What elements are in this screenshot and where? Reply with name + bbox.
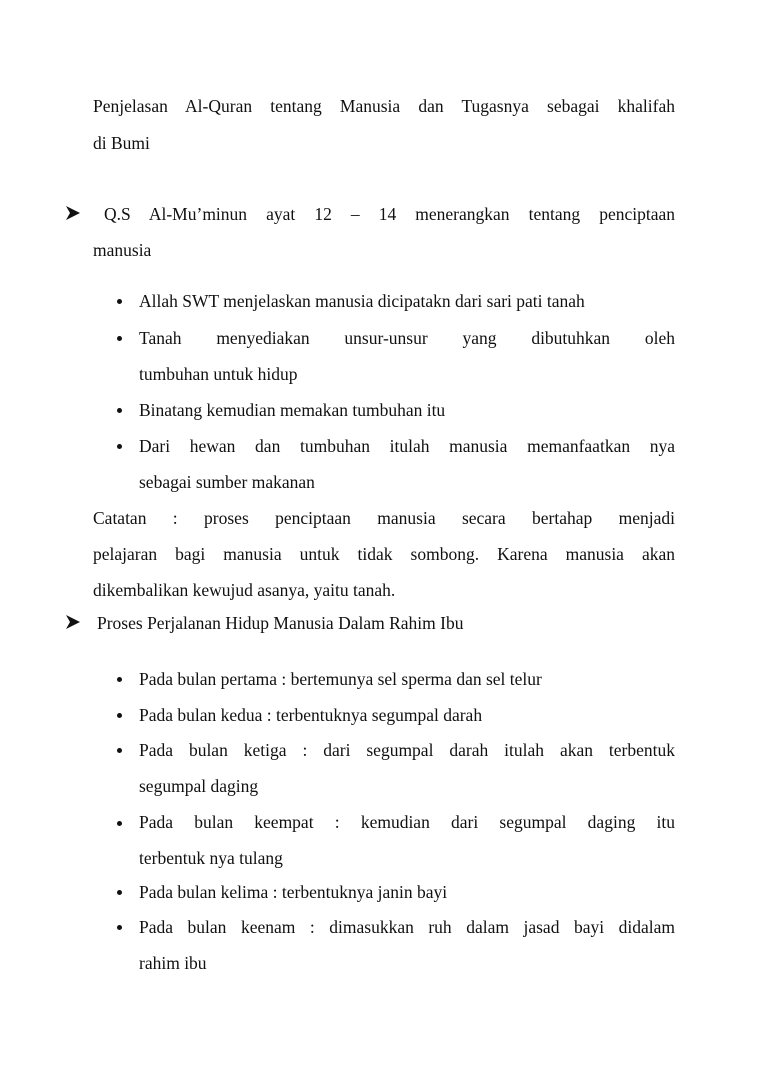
- bullet-dot: [117, 299, 122, 304]
- bullet-dot: [117, 336, 122, 341]
- section-2-bullet-6-line-2: rahim ibu: [139, 953, 207, 973]
- section-2-bullet-2: Pada bulan kedua : terbentuknya segumpal darah: [139, 705, 483, 725]
- note-line-1: Catatan : proses penciptaan manusia secara bertahap menjadi: [93, 508, 675, 528]
- bullet-dot: [117, 408, 122, 413]
- bullet-dot: [117, 713, 122, 718]
- section-1-bullet-2-line-1: Tanah menyediakan unsur-unsur yang dibutuhkan oleh: [139, 328, 675, 348]
- section-2-bullet-1: Pada bulan pertama : bertemunya sel sperma dan sel telur: [139, 669, 542, 689]
- section-1-bullet-1: Allah SWT menjelaskan manusia dicipatakn dari sari pati tanah: [139, 291, 585, 311]
- section-1-bullet-4-line-1: Dari hewan dan tumbuhan itulah manusia memanfaatkan nya: [139, 436, 675, 456]
- section-1-bullet-3: Binatang kemudian memakan tumbuhan itu: [139, 400, 446, 420]
- bullet-dot: [117, 444, 122, 449]
- section-2-bullet-3-line-1: Pada bulan ketiga : dari segumpal darah itulah akan terbentuk: [139, 740, 675, 760]
- bullet-dot: [117, 677, 122, 682]
- bullet-dot: [117, 890, 122, 895]
- section-1-heading-line-2: manusia: [93, 240, 152, 260]
- arrow-bullet-icon: [65, 614, 81, 630]
- section-2-bullet-4-line-1: Pada bulan keempat : kemudian dari segumpal daging itu: [139, 812, 675, 832]
- section-2-bullet-4-line-2: terbentuk nya tulang: [139, 848, 283, 868]
- note-line-3: dikembalikan kewujud asanya, yaitu tanah.: [93, 580, 396, 600]
- section-2-bullet-6-line-1: Pada bulan keenam : dimasukkan ruh dalam jasad bayi didalam: [139, 917, 675, 937]
- bullet-dot: [117, 748, 122, 753]
- section-1-bullet-4-line-2: sebagai sumber makanan: [139, 472, 315, 492]
- bullet-dot: [117, 821, 122, 826]
- bullet-dot: [117, 925, 122, 930]
- section-2-heading: Proses Perjalanan Hidup Manusia Dalam Rahim Ibu: [97, 613, 464, 633]
- document-title-line-1: Penjelasan Al-Quran tentang Manusia dan Tugasnya sebagai khalifah: [93, 96, 675, 116]
- document-title-line-2: di Bumi: [93, 133, 150, 153]
- section-1-heading-line-1: Q.S Al-Mu’minun ayat 12 – 14 menerangkan tentang penciptaan: [104, 204, 675, 224]
- section-2-bullet-3-line-2: segumpal daging: [139, 776, 259, 796]
- section-1-bullet-2-line-2: tumbuhan untuk hidup: [139, 364, 298, 384]
- note-line-2: pelajaran bagi manusia untuk tidak sombong. Karena manusia akan: [93, 544, 675, 564]
- arrow-bullet-icon: [65, 205, 81, 221]
- section-2-bullet-5: Pada bulan kelima : terbentuknya janin bayi: [139, 882, 448, 902]
